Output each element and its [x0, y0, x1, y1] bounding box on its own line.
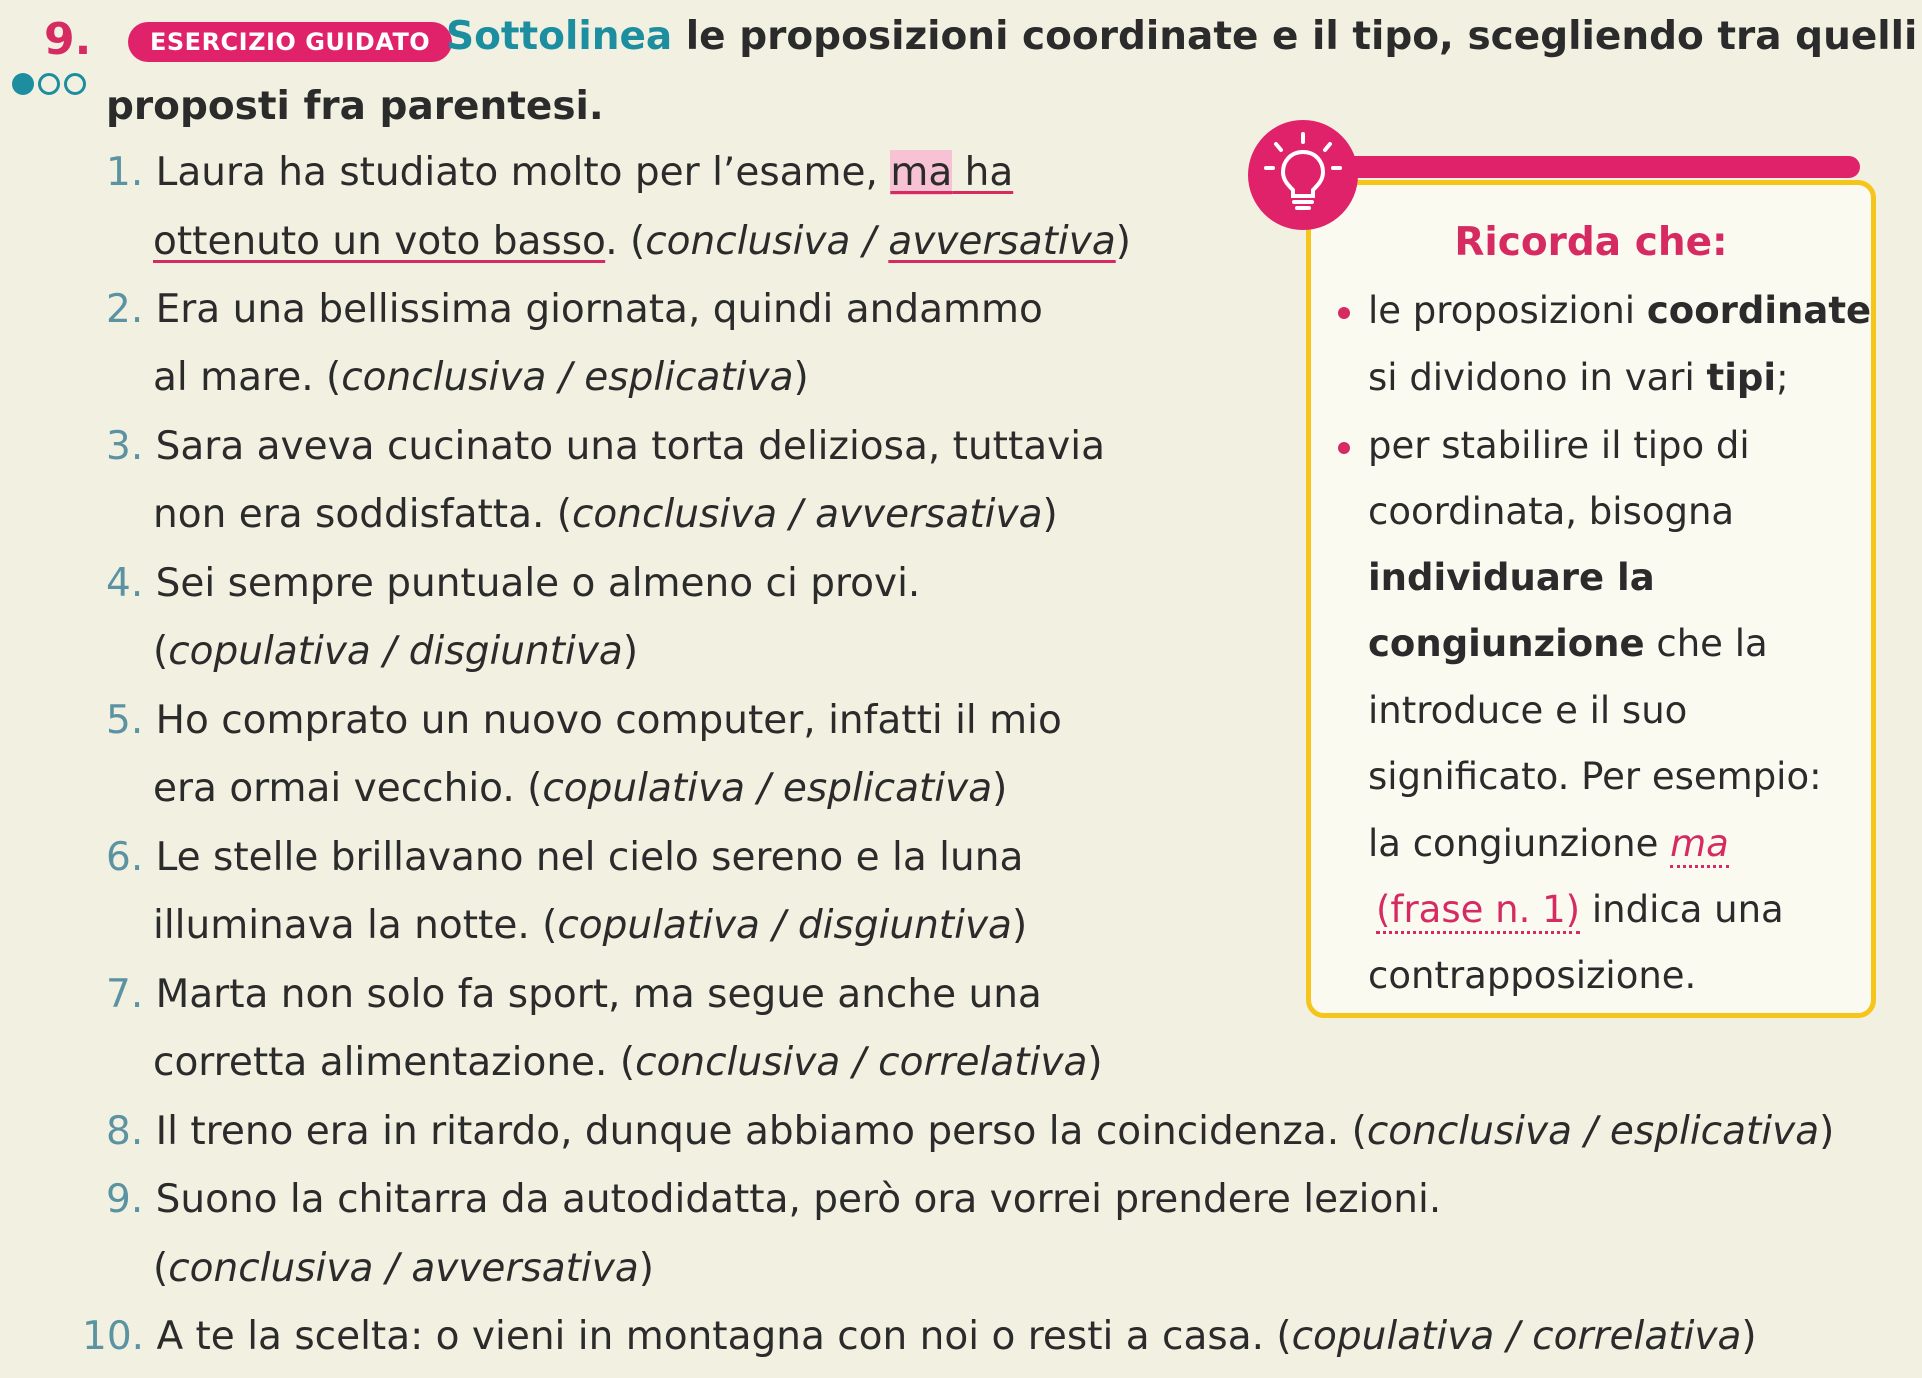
item-4-line-2: [153, 629, 638, 674]
reminder-header-bar: [1330, 156, 1860, 178]
instruction-line-2: proposti fra parentesi.: [106, 84, 604, 129]
item-10-line-1: [82, 1314, 1757, 1359]
item-9-line-2: [153, 1246, 654, 1291]
item-7-line-1: [106, 972, 1042, 1017]
item-text: ): [793, 355, 809, 400]
item-text: (: [153, 1246, 169, 1291]
item-6-line-2: [153, 903, 1027, 948]
item-text: Marta non solo fa sport, ma segue anche una: [155, 972, 1042, 1017]
item-number: 9.: [106, 1177, 144, 1222]
option-b[interactable]: correlativa: [1532, 1314, 1742, 1359]
underlined-clause: ha: [952, 150, 1014, 195]
option-a[interactable]: copulativa: [1291, 1314, 1495, 1359]
reminder-text: si dividono in vari: [1368, 356, 1707, 399]
sentence-reference: (frase n. 1): [1376, 888, 1580, 934]
item-text: Suono la chitarra da autodidatta, però ora vorrei prendere lezioni.: [155, 1177, 1442, 1222]
item-number: 1.: [106, 150, 144, 195]
option-separator: /: [759, 903, 798, 948]
bullet-icon: [1338, 307, 1350, 319]
item-text: ): [622, 629, 639, 674]
option-b[interactable]: disgiuntiva: [408, 629, 623, 674]
item-text: illuminava la notte. (: [153, 903, 558, 948]
option-a[interactable]: conclusiva: [341, 355, 547, 400]
item-8-line-1: [106, 1109, 1834, 1154]
option-a[interactable]: conclusiva: [645, 219, 851, 264]
reminder-line: contrapposizione.: [1368, 954, 1697, 997]
item-text: ): [638, 1246, 654, 1291]
item-text: Sara aveva cucinato una torta deliziosa, tuttavia: [155, 424, 1105, 469]
underlined-conjunction: ma: [890, 150, 953, 195]
item-number: 7.: [106, 972, 144, 1017]
item-number: 3.: [106, 424, 144, 469]
item-text: A te la scelta: o vieni in montagna con noi o resti a casa. (: [156, 1314, 1292, 1359]
option-a[interactable]: copulativa: [542, 766, 745, 811]
reminder-bold: tipi: [1706, 356, 1777, 399]
item-text: Sei sempre puntuale o almeno ci provi.: [155, 561, 921, 606]
item-number: 4.: [106, 561, 144, 606]
option-b[interactable]: correlativa: [878, 1040, 1088, 1085]
option-a[interactable]: conclusiva: [1366, 1109, 1572, 1154]
item-9-line-1: [106, 1177, 1441, 1222]
reminder-text: che la: [1644, 622, 1768, 665]
item-text: ): [1819, 1109, 1835, 1154]
reminder-line: per stabilire il tipo di: [1368, 424, 1750, 467]
option-a[interactable]: copulativa: [168, 629, 371, 674]
item-3-line-1: [106, 424, 1105, 469]
option-b-selected[interactable]: avversativa: [888, 219, 1116, 264]
option-a[interactable]: conclusiva: [168, 1246, 374, 1291]
item-text: Ho comprato un nuovo computer, infatti il mio: [155, 698, 1062, 743]
option-a[interactable]: copulativa: [557, 903, 760, 948]
item-6-line-1: [106, 835, 1023, 880]
lightbulb-icon: [1248, 120, 1358, 230]
item-number: 2.: [106, 287, 144, 332]
item-1-line-1: [106, 150, 1013, 195]
item-4-line-1: [106, 561, 920, 606]
item-text: Era una bellissima giornata, quindi andammo: [155, 287, 1043, 332]
item-text: . (: [605, 219, 646, 264]
item-1-line-2: [153, 219, 1131, 264]
item-text: al mare. (: [153, 355, 342, 400]
bullet-icon: [1338, 442, 1350, 454]
option-separator: /: [777, 492, 816, 537]
item-text: ): [1087, 1040, 1103, 1085]
reminder-text: le proposizioni: [1368, 289, 1647, 332]
item-3-line-2: [153, 492, 1058, 537]
item-number: 5.: [106, 698, 144, 743]
underlined-clause: ottenuto un voto basso: [153, 219, 606, 264]
item-5-line-2: [153, 766, 1007, 811]
reminder-text: ;: [1776, 356, 1789, 399]
item-7-line-2: [153, 1040, 1103, 1085]
item-text: Il treno era in ritardo, dunque abbiamo perso la coincidenza. (: [155, 1109, 1367, 1154]
option-separator: /: [1571, 1109, 1610, 1154]
option-b[interactable]: avversativa: [815, 492, 1043, 537]
reminder-bold: coordinate: [1646, 289, 1872, 332]
item-text: corretta alimentazione. (: [153, 1040, 636, 1085]
reminder-title: Ricorda che:: [1454, 220, 1728, 265]
item-text: ): [1011, 903, 1028, 948]
reminder-line: [1368, 622, 1768, 665]
option-b[interactable]: esplicativa: [782, 766, 993, 811]
reminder-text: indica una: [1580, 888, 1784, 931]
item-number: 6.: [106, 835, 144, 880]
instruction-verb: Sottolinea: [446, 14, 673, 59]
example-conjunction: ma: [1670, 822, 1729, 868]
option-separator: /: [370, 629, 409, 674]
item-text: ): [1115, 219, 1131, 264]
reminder-line: [1368, 822, 1729, 865]
item-number: 10.: [82, 1314, 145, 1359]
option-separator: /: [840, 1040, 879, 1085]
reminder-line: [1368, 289, 1871, 332]
item-text: era ormai vecchio. (: [153, 766, 543, 811]
reminder-line: significato. Per esempio:: [1368, 755, 1822, 798]
exercise-number: 9.: [44, 14, 92, 65]
option-separator: /: [373, 1246, 412, 1291]
reminder-line: [1368, 356, 1789, 399]
difficulty-dot-empty: [38, 73, 60, 95]
item-2-line-2: [153, 355, 809, 400]
item-text: Laura ha studiato molto per l’esame,: [155, 150, 891, 195]
exercise-badge: ESERCIZIO GUIDATO: [128, 22, 452, 62]
item-text: non era soddisfatta. (: [153, 492, 572, 537]
item-2-line-1: [106, 287, 1043, 332]
item-text: ): [1042, 492, 1058, 537]
difficulty-dot-filled: [12, 73, 34, 95]
item-text: Le stelle brillavano nel cielo sereno e la luna: [155, 835, 1024, 880]
option-separator: /: [1494, 1314, 1533, 1359]
option-b[interactable]: disgiuntiva: [797, 903, 1012, 948]
difficulty-indicator: [12, 72, 86, 96]
reminder-line: individuare la: [1368, 556, 1655, 599]
difficulty-dot-empty: [64, 73, 86, 95]
reminder-line: [1376, 888, 1784, 931]
option-b[interactable]: avversativa: [411, 1246, 639, 1291]
option-a[interactable]: conclusiva: [571, 492, 778, 537]
option-separator: /: [744, 766, 783, 811]
option-separator: /: [850, 219, 889, 264]
item-5-line-1: [106, 698, 1062, 743]
option-separator: /: [546, 355, 585, 400]
option-b[interactable]: esplicativa: [1609, 1109, 1820, 1154]
reminder-line: introduce e il suo: [1368, 689, 1688, 732]
reminder-bold: congiunzione: [1368, 622, 1645, 665]
option-b[interactable]: esplicativa: [584, 355, 794, 400]
reminder-line: coordinata, bisogna: [1368, 490, 1735, 533]
item-text: (: [153, 629, 169, 674]
exercise-instruction: [446, 14, 1917, 59]
item-number: 8.: [106, 1109, 144, 1154]
reminder-text: la congiunzione: [1368, 822, 1671, 865]
instruction-text: le proposizioni coordinate e il tipo, scegliendo tra quelli: [672, 14, 1918, 59]
item-text: ): [992, 766, 1008, 811]
item-text: ): [1741, 1314, 1757, 1359]
option-a[interactable]: conclusiva: [635, 1040, 841, 1085]
